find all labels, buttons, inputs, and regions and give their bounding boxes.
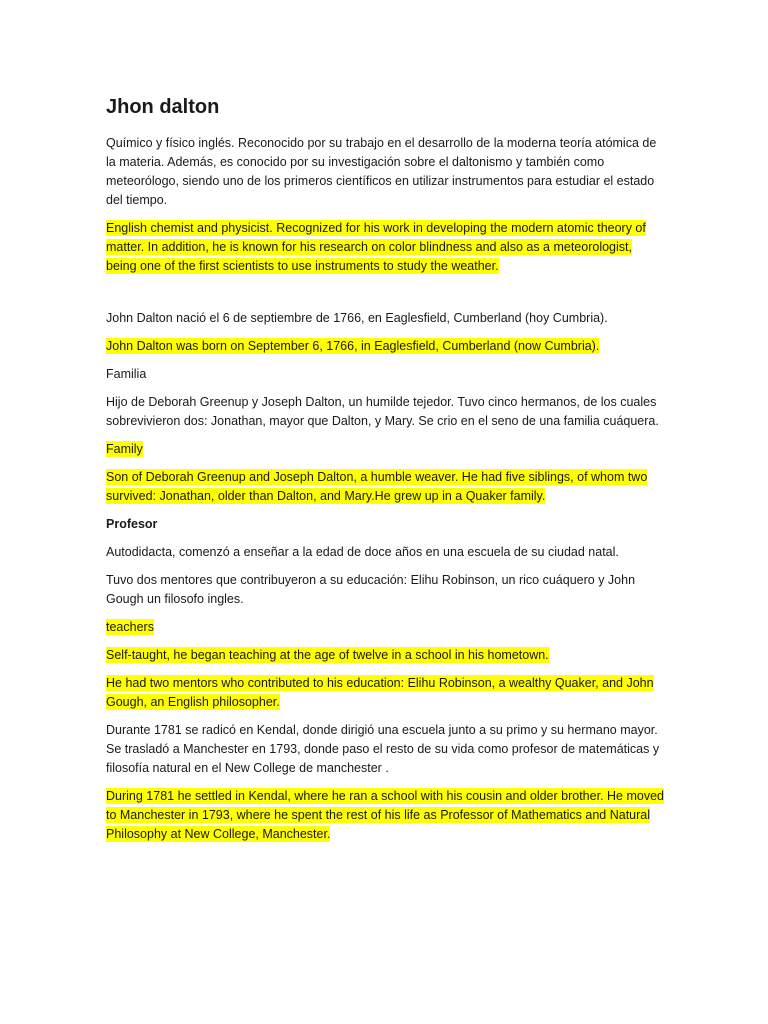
kendal-english-text: During 1781 he settled in Kendal, where he ran a school with his cousin and older brother. He moved to Manchester in 1793, where he spent the rest of his life as Professor of Mathematics and Natural Philosophy at New College, Manchester. — [106, 789, 664, 841]
intro-english-highlighted — [106, 219, 666, 276]
intro-english-text: English chemist and physicist. Recognized for his work in developing the modern atomic theory of matter. In addition, he is known for his research on color blindness and also as a meteorologist, being one of the first scientists to use instruments to study the weather. — [106, 221, 646, 273]
document-page — [106, 94, 666, 853]
family-spanish: Hijo de Deborah Greenup y Joseph Dalton, un humilde tejedor. Tuvo cinco hermanos, de los cuales sobrevivieron dos: Jonathan, mayor que Dalton, y Mary. Se crio en el seno de una familia cuáquera. — [106, 395, 659, 428]
teacher-heading-spanish: Profesor — [106, 517, 158, 531]
teacher-heading-english-highlighted — [106, 618, 666, 637]
family-heading-english-highlighted — [106, 440, 666, 459]
spacer — [106, 285, 666, 309]
born-english-highlighted — [106, 337, 666, 356]
teacher-heading-english-text: teachers — [106, 620, 154, 634]
teacher-english-1-highlighted — [106, 646, 666, 665]
family-english-highlighted — [106, 468, 666, 506]
kendal-spanish: Durante 1781 se radicó en Kendal, donde dirigió una escuela junto a su primo y su hermano mayor. Se trasladó a Manchester en 1793, donde paso el resto de su vida como profesor de matemáticas y filosofía natural en el New College de manchester . — [106, 723, 660, 775]
born-spanish: John Dalton nació el 6 de septiembre de 1766, en Eaglesfield, Cumberland (hoy Cumbria). — [106, 311, 608, 325]
document-title: Jhon dalton — [106, 96, 220, 118]
kendal-english-highlighted — [106, 787, 666, 844]
teacher-spanish-1: Autodidacta, comenzó a enseñar a la edad de doce años en una escuela de su ciudad natal. — [106, 545, 619, 559]
born-english-text: John Dalton was born on September 6, 1766, in Eaglesfield, Cumberland (now Cumbria). — [106, 339, 600, 353]
teacher-english-2-text: He had two mentors who contributed to his education: Elihu Robinson, a wealthy Quaker, and John Gough, an English philosopher. — [106, 676, 654, 709]
family-heading-spanish: Familia — [106, 367, 147, 381]
teacher-english-1-text: Self-taught, he began teaching at the age of twelve in a school in his hometown. — [106, 648, 549, 662]
family-english-text: Son of Deborah Greenup and Joseph Dalton, a humble weaver. He had five siblings, of whom two survived: Jonathan, older than Dalton, and Mary.He grew up in a Quaker family. — [106, 470, 648, 503]
intro-spanish: Químico y físico inglés. Reconocido por su trabajo en el desarrollo de la moderna teoría atómica de la materia. Además, es conocido por su investigación sobre el daltonismo y también como meteorólogo, siendo uno de los primeros científicos en utilizar instrumentos para estudiar el estado del tiempo. — [106, 136, 657, 207]
family-heading-english-text: Family — [106, 442, 143, 456]
teacher-spanish-2: Tuvo dos mentores que contribuyeron a su educación: Elihu Robinson, un rico cuáquero y John Gough un filosofo ingles. — [106, 573, 636, 606]
teacher-english-2-highlighted — [106, 674, 666, 712]
